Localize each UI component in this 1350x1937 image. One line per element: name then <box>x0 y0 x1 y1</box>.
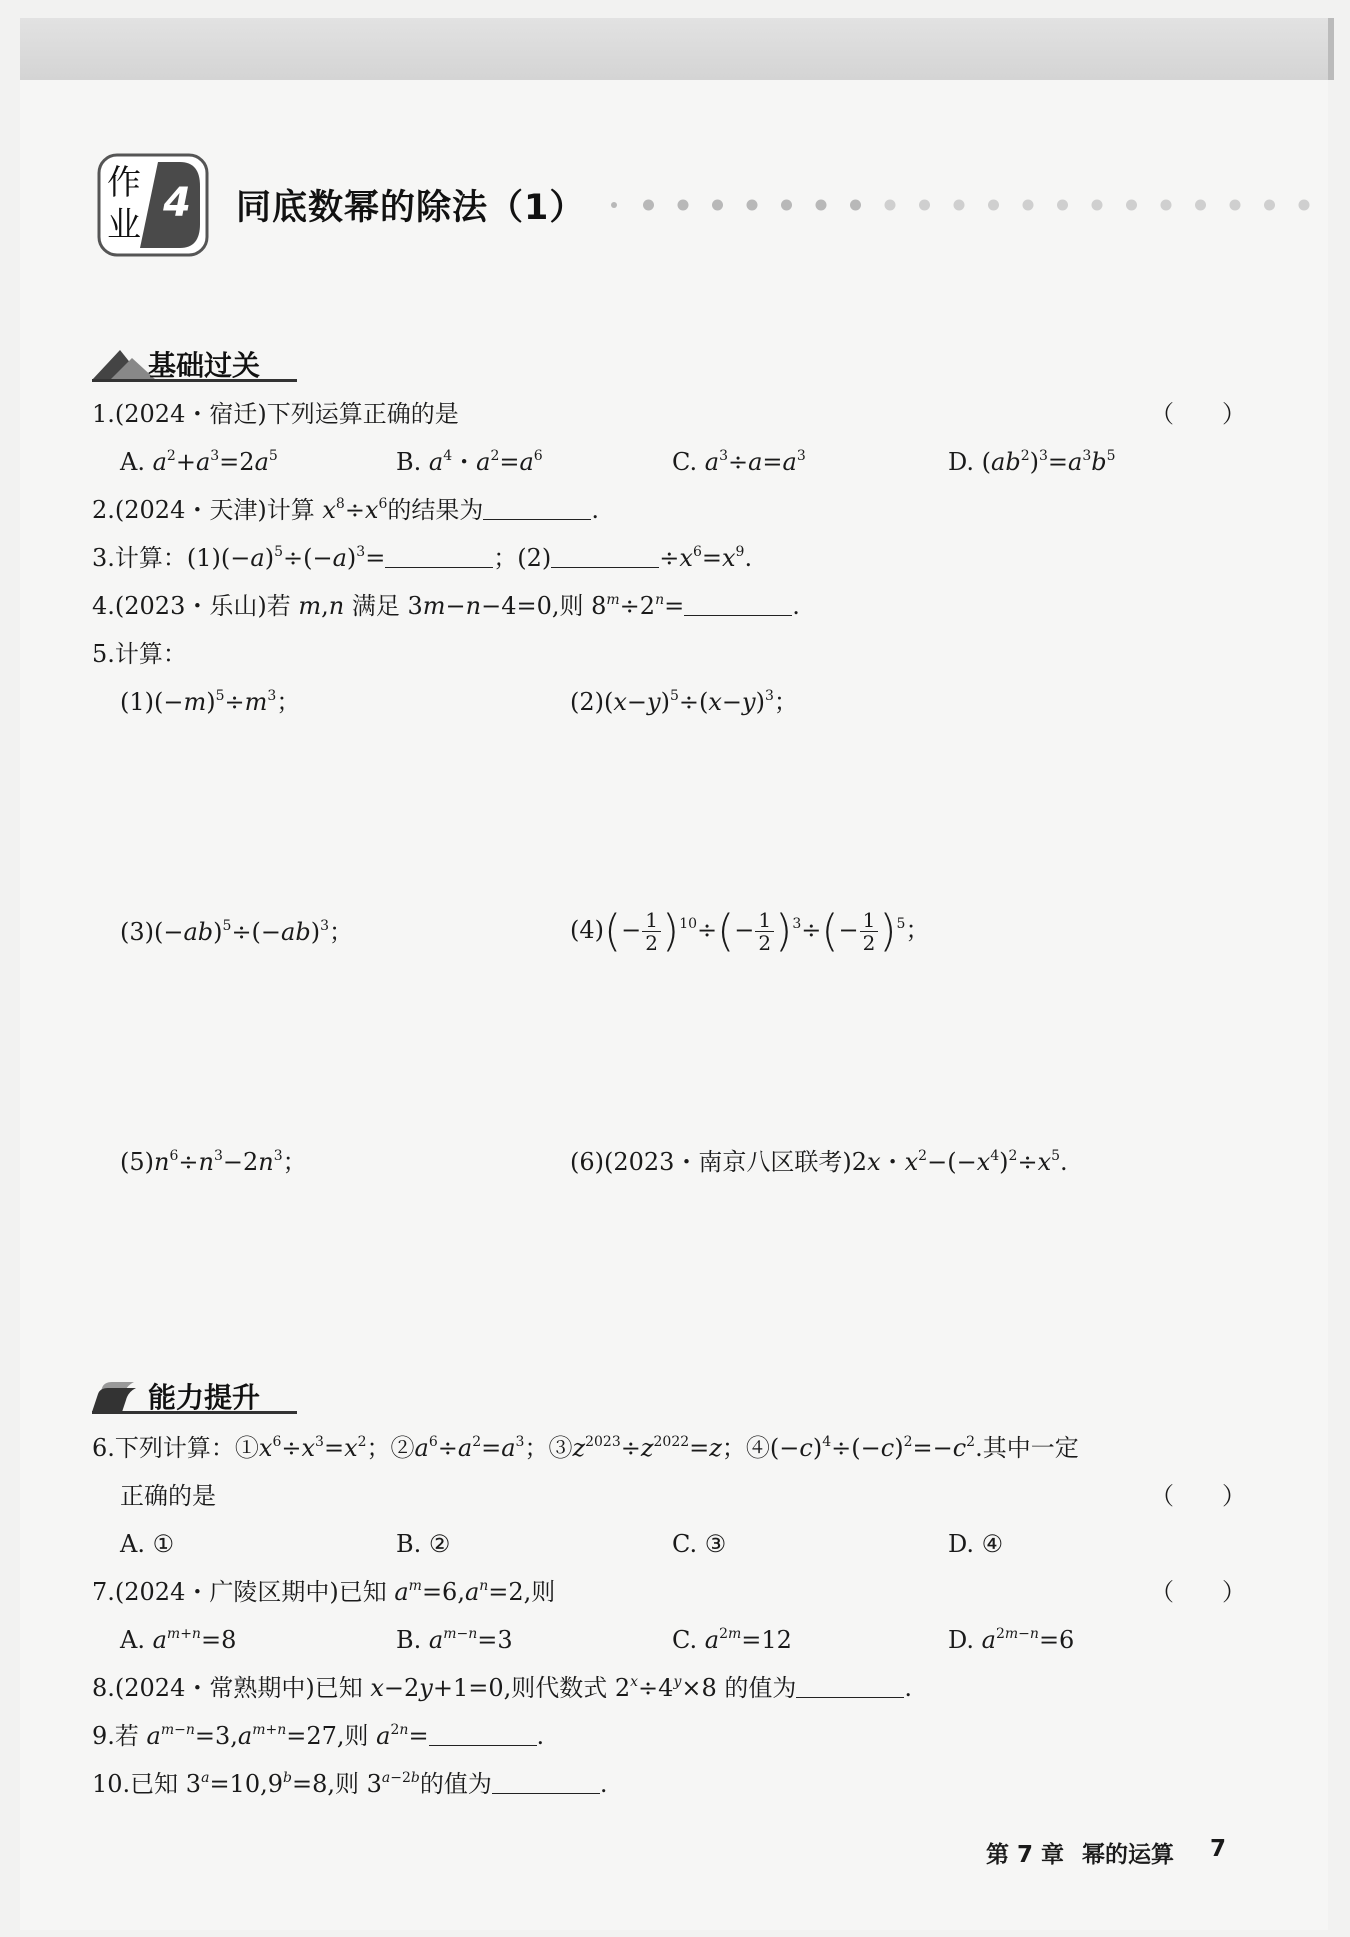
q6-option-d: D. ④ <box>948 1530 1004 1558</box>
title-dot <box>747 200 758 211</box>
top-scan-band <box>20 18 1334 80</box>
q6-stem-2: 正确的是 <box>120 1482 216 1510</box>
title-dot <box>954 200 965 211</box>
q7-option-d: D. $a^{2m-n}=6$ <box>948 1626 1075 1654</box>
page-title: 同底数幂的除法（1） <box>236 188 586 228</box>
title-dot <box>611 202 617 208</box>
q1-stem: 1.(2024・宿迁)下列运算正确的是 <box>92 400 459 428</box>
homework-badge <box>96 152 212 258</box>
title-dot <box>1126 200 1137 211</box>
q5-stem: 5.计算： <box>92 640 187 668</box>
q4-blank[interactable] <box>684 593 792 616</box>
title-dot <box>1023 200 1034 211</box>
q5-part-4: (4)(− $\frac{1}{2}$ )$^{10}$÷(− $\frac{1}{2}$ )$^3$÷(− $\frac{1}{2}$ )$^5$； <box>570 905 930 957</box>
title-dots-decoration <box>590 198 1320 212</box>
title-dot <box>988 200 999 211</box>
badge-text <box>106 162 146 246</box>
q1-option-a: A. $a^2+a^3=2a^5$ <box>120 448 278 476</box>
q10-blank[interactable] <box>492 1771 600 1794</box>
q9-blank[interactable] <box>429 1723 537 1746</box>
q7-answer-paren: （ ） <box>1150 1578 1246 1606</box>
section-advanced-label: 能力提升 <box>148 1381 261 1414</box>
q7-option-a: A. $a^{m+n}=8$ <box>120 1626 237 1654</box>
title-dot <box>1230 200 1241 211</box>
q8: 8.(2024・常熟期中)已知 x−2y+1=0,则代数式 $2^x\div 4^y\times 8$ 的值为 . <box>92 1674 913 1702</box>
q5-part-3: $(3)(-ab)^5\div(-ab)^3$； <box>120 918 353 946</box>
page-number: 7 <box>1210 1836 1227 1862</box>
q7-option-c: C. $a^{2m}=12$ <box>672 1626 792 1654</box>
q9: 9.若 $a^{m-n}=3,a^{m+n}=27$,则 $a^{2n}=$ . <box>92 1722 545 1750</box>
q3-blank-1[interactable] <box>385 545 493 568</box>
title-dot <box>919 200 930 211</box>
title-dot <box>1264 200 1275 211</box>
title-dot <box>885 200 896 211</box>
q8-blank[interactable] <box>796 1675 904 1698</box>
q2: 2.(2024・天津)计算 $x^8\div x^6$的结果为 . <box>92 496 600 524</box>
q5-part-5: $(5)n^6\div n^3-2n^3$； <box>120 1148 307 1176</box>
q5-part-2: $(2)(x-y)^5\div(x-y)^3$； <box>570 688 798 716</box>
q1-option-b: B. $a^4$・$a^2=a^6$ <box>396 448 543 476</box>
q7-option-b: B. $a^{m-n}=3$ <box>396 1626 513 1654</box>
badge-text-value: 作业 <box>107 163 141 245</box>
q6-option-a: A. ① <box>120 1530 175 1558</box>
q10: 10.已知 $3^a=10,9^b=8$,则 $3^{a-2b}$的值为 . <box>92 1770 608 1798</box>
title-dot <box>1057 200 1068 211</box>
q1-answer-paren: （ ） <box>1150 400 1246 428</box>
q1-option-d: D. $(ab^2)^3=a^3b^5$ <box>948 448 1116 476</box>
title-dot <box>1299 200 1310 211</box>
title-dot <box>816 200 827 211</box>
footer-chapter: 第 7 章 <box>986 1842 1065 1868</box>
q3: 3.计算：$(1)(-a)^5\div(-a)^3=$ ；$(2) \div x^6=x^9$. <box>92 544 753 572</box>
title-dot <box>850 200 861 211</box>
q4: 4.(2023・乐山)若 m,n 满足 3m−n−4=0,则 $8^m\div 2^n=$ . <box>92 592 800 620</box>
title-dot <box>678 200 689 211</box>
q6-option-c: C. ③ <box>672 1530 727 1558</box>
title-dot <box>712 200 723 211</box>
q5-part-6: (6)(2023・南京八区联考)2x・$x^2-(-x^4)^2\div x^5$. <box>570 1148 1068 1176</box>
title-dot <box>643 200 654 211</box>
q6-answer-paren: （ ） <box>1150 1482 1246 1510</box>
title-dot <box>781 200 792 211</box>
title-dot <box>1092 200 1103 211</box>
q6-option-b: B. ② <box>396 1530 451 1558</box>
title-dot <box>1195 200 1206 211</box>
footer-chapter-title: 幂的运算 <box>1082 1842 1174 1868</box>
q6-stem: 6.下列计算：$①x^6\div x^3=x^2$；$②a^6\div a^2=a^3$；$③z^{2023}\div z^{2022}=z$；$④(-c)^4\div(-c)^2=-c^2$.其中一定 <box>92 1434 1079 1462</box>
q7-stem: 7.(2024・广陵区期中)已知 $a^m=6,a^n=2$,则 <box>92 1578 556 1606</box>
q5-part-1: $(1)(-m)^5\div m^3$； <box>120 688 301 716</box>
section-basic-label: 基础过关 <box>148 349 261 382</box>
q3-blank-2[interactable] <box>551 545 659 568</box>
q2-blank[interactable] <box>483 497 591 520</box>
badge-number: 4 <box>163 180 191 226</box>
title-dot <box>1161 200 1172 211</box>
q1-option-c: C. $a^3\div a=a^3$ <box>672 448 806 476</box>
